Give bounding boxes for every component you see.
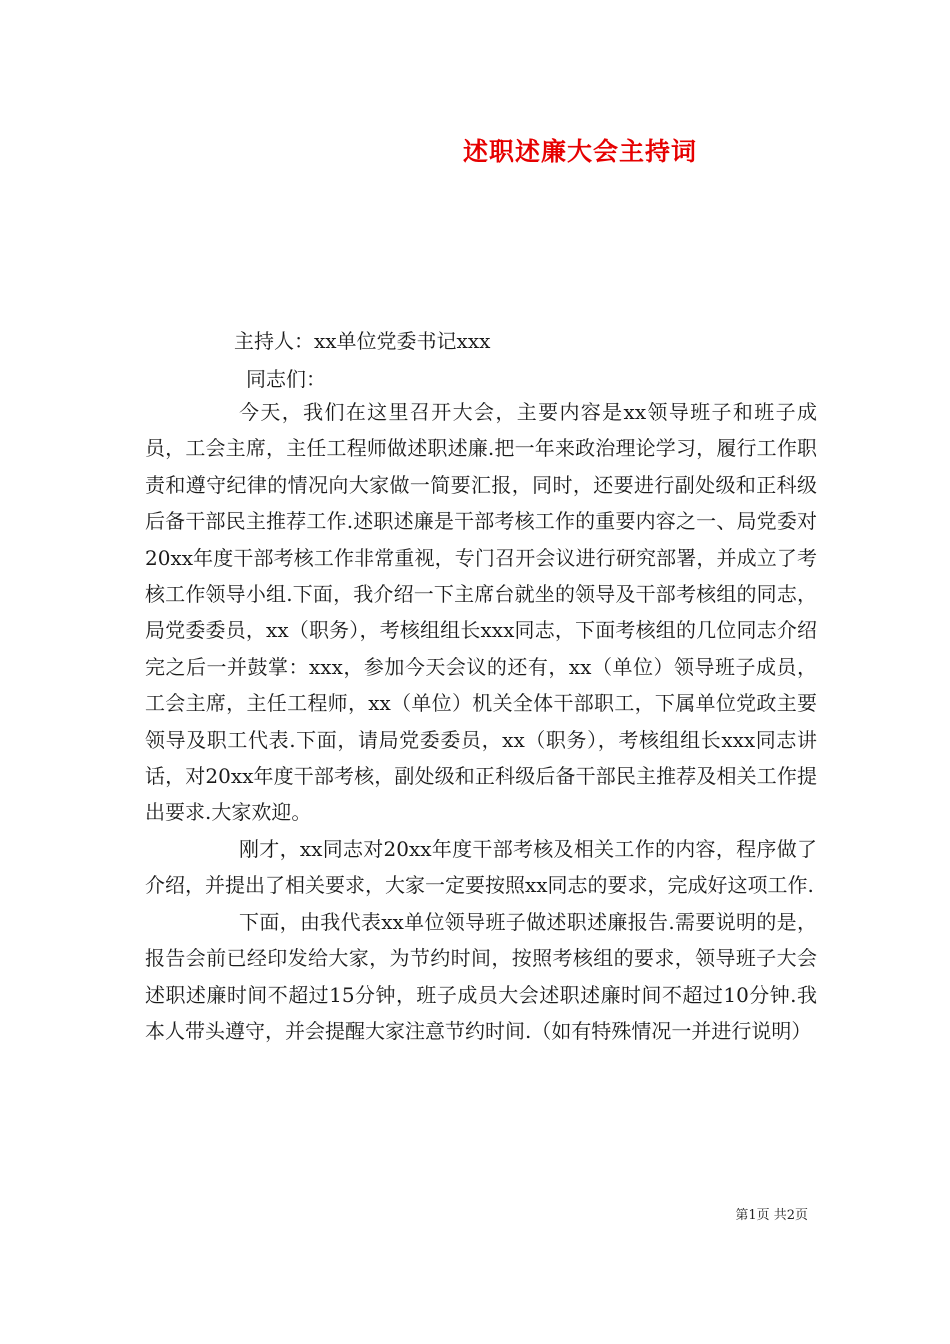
paragraph-report: 下面，由我代表xx单位领导班子做述职述廉报告.需要说明的是，报告会前已经印发给大家，为节约时间，按照考核组的要求，领导班子大会述职述廉时间不超过15分钟，班子成员大会述职述廉时间不超过10分钟.我本人带头遵守，并会提醒大家注意节约时间.（如有特殊情况一并进行说明） bbox=[145, 909, 817, 1043]
greeting: 同志们： bbox=[246, 367, 326, 391]
paragraph-opening: 今天，我们在这里召开大会，主要内容是xx领导班子和班子成员，工会主席，主任工程师做述职述廉.把一年来政治理论学习，履行工作职责和遵守纪律的情况向大家做一简要汇报，同时，还要进行副处级和正科级后备干部民主推荐工作.述职述廉是干部考核工作的重要内容之一、局党委对20xx年度干部考核工作非常重视，专门召开会议进行研究部署，并成立了考核工作领导小组.下面，我介绍一下主席台就坐的领导及干部考核组的同志，局党委委员，xx（职务），考核组组长xxx同志，下面考核组的几位同志介绍完之后一并鼓掌：xxx，参加今天会议的还有，xx（单位）领导班子成员，工会主席，主任工程师，xx（单位）机关全体干部职工，下属单位党政主要领导及职工代表.下面，请局党委委员，xx（职务），考核组组长xxx同志讲话，对20xx年度干部考核，副处级和正科级后备干部民主推荐及相关工作提出要求.大家欢迎。 bbox=[145, 400, 817, 825]
document-body bbox=[145, 394, 817, 1049]
page-title: 述职述廉大会主持词 bbox=[462, 137, 697, 166]
page-number: 第1页 共2页 bbox=[735, 1208, 808, 1223]
paragraph-followup: 刚才，xx同志对20xx年度干部考核及相关工作的内容，程序做了介绍，并提出了相关要求，大家一定要按照xx同志的要求，完成好这项工作. bbox=[145, 836, 817, 898]
host-line: 主持人：xx单位党委书记xxx bbox=[234, 329, 491, 353]
